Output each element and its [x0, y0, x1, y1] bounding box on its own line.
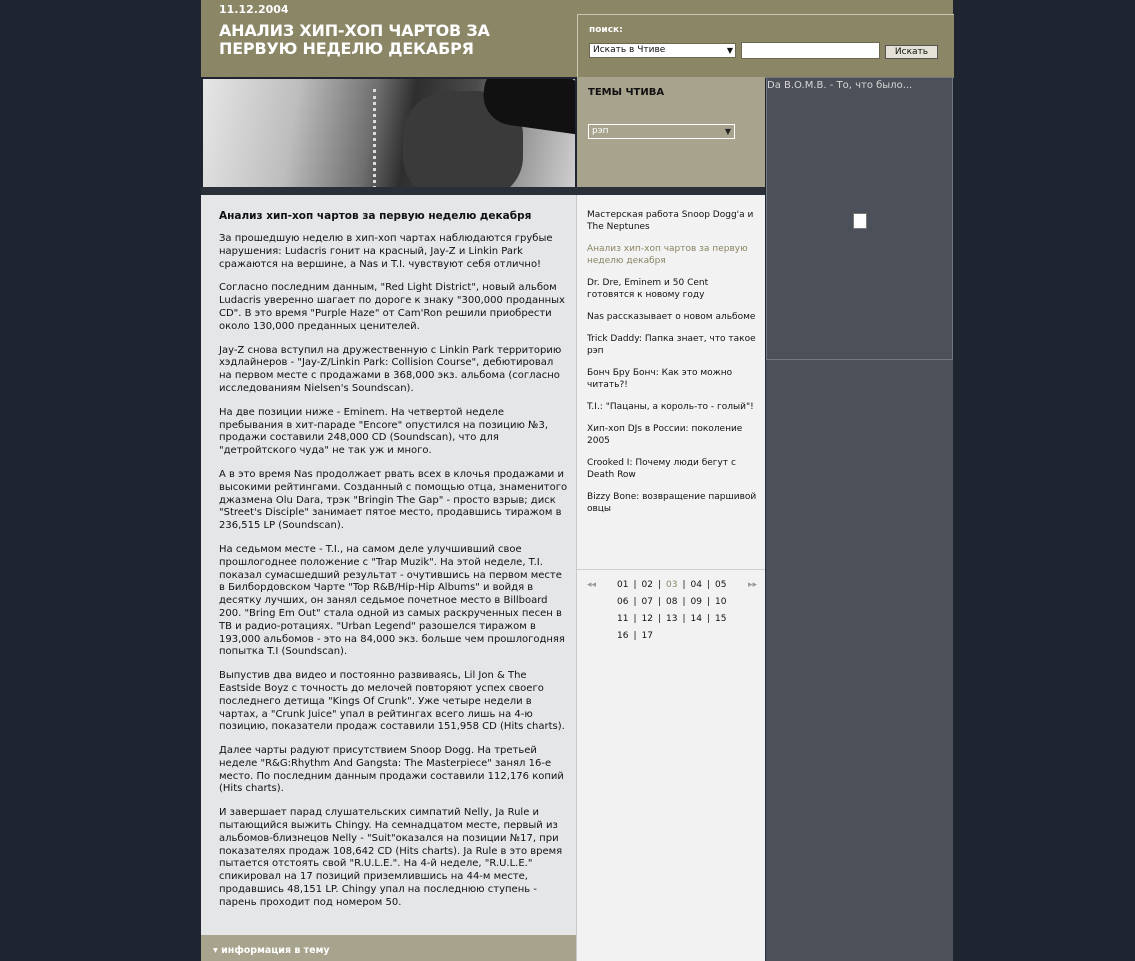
- page-separator: |: [682, 597, 686, 607]
- topics-select[interactable]: [588, 124, 735, 139]
- page-separator: |: [706, 580, 710, 590]
- page-separator: |: [633, 597, 637, 607]
- page-link-11[interactable]: 11: [617, 614, 629, 624]
- topics-select-value: рэп: [592, 126, 609, 136]
- pager-numbers-row-3: [617, 611, 726, 628]
- page-link-08[interactable]: 08: [666, 597, 678, 607]
- search-label: поиск:: [589, 25, 623, 35]
- page-separator: |: [682, 580, 686, 590]
- page-link-13[interactable]: 13: [666, 614, 678, 624]
- page-separator: |: [633, 631, 637, 641]
- page-link-14[interactable]: 14: [690, 614, 702, 624]
- pager: [587, 577, 757, 645]
- page-link-05[interactable]: 05: [715, 580, 727, 590]
- article-body: [219, 210, 569, 921]
- page-link-01[interactable]: 01: [617, 580, 629, 590]
- chevron-down-icon: ▼: [726, 46, 733, 55]
- search-box: [577, 14, 954, 78]
- page-link-12[interactable]: 12: [641, 614, 653, 624]
- prev-page-icon[interactable]: ◂◂: [587, 580, 597, 590]
- divider: [201, 187, 765, 195]
- page-link-17[interactable]: 17: [641, 631, 653, 641]
- page-separator: |: [633, 580, 637, 590]
- page-link-07[interactable]: 07: [641, 597, 653, 607]
- broken-image-icon: [853, 213, 867, 229]
- page-link-02[interactable]: 02: [641, 580, 653, 590]
- page-separator: |: [682, 614, 686, 624]
- article-paragraph: Выпустив два видео и постоянно развиваясь, Lil Jon & The Eastside Boyz с точность до мелочей повторяют успех своего последнего детища "Kings Of Crunk". Уже четыре недели в чартах, а "Crunk Juice" упал в рейтингах всего лишь на 4-ю позицию, показатели продаж составили 151,958 CD (Hits charts).: [219, 670, 565, 733]
- pager-row: [587, 577, 757, 594]
- search-scope-value: Искать в Чтиве: [593, 45, 666, 55]
- pager-row: [587, 611, 757, 628]
- article-heading: Анализ хип-хоп чартов за первую неделю декабря: [219, 210, 532, 222]
- page-link-04[interactable]: 04: [690, 580, 702, 590]
- related-separator: [577, 569, 766, 570]
- date-label: 11.12.2004: [219, 3, 289, 16]
- page-separator: |: [657, 597, 661, 607]
- related-item[interactable]: Бонч Бру Бонч: Как это можно читать?!: [587, 368, 733, 390]
- next-page-icon[interactable]: ▸▸: [747, 580, 757, 590]
- article-paragraph: Jay-Z снова вступил на дружественную с Linkin Park территорию хэдлайнеров - "Jay-Z/Linkin Park: Collision Course", дебютировал на первом месте с продажами в 368,000 экз. альбома (согласно исследованиям Nielsen's Soundscan).: [219, 344, 562, 394]
- page-link-09[interactable]: 09: [690, 597, 702, 607]
- page: [201, 0, 953, 961]
- article: [201, 195, 576, 935]
- related-item[interactable]: Анализ хип-хоп чартов за первую неделю декабря: [587, 244, 748, 266]
- article-paragraph: Далее чарты радуют присутствием Snoop Dogg. На третьей неделе "R&G:Rhythm And Gangsta: The Masterpiece" занял 16-е место. По последним данным продажи составили 112,176 копий (Hits charts).: [219, 745, 564, 795]
- related-item[interactable]: Crooked I: Почему люди бегут с Death Row: [587, 458, 736, 480]
- related-item[interactable]: Хип-хоп DJs в России: поколение 2005: [587, 424, 743, 446]
- pager-row: [587, 594, 757, 611]
- related-item[interactable]: Nas рассказывает о новом альбоме: [587, 312, 756, 322]
- header: [201, 0, 953, 77]
- chevron-down-icon: ▼: [724, 127, 731, 136]
- side-panel-link[interactable]: Da B.O.M.B. - То, что было...: [767, 80, 913, 91]
- page-link-10[interactable]: 10: [715, 597, 727, 607]
- search-scope-select[interactable]: [589, 43, 736, 58]
- related-list-panel: [576, 195, 765, 961]
- page-separator: |: [633, 614, 637, 624]
- article-paragraph: На седьмом месте - T.I., на самом деле улучшивший свое прошлогоднее положение с "Trap Muzik". На этой неделе, T.I. показал сумасшедший результат - очутившись на первом месте в Билбордовском Чарте "Top R&B/Hip-Hip Albums" и войдя в десятку лучших, он занял седьмое почетное место в Billboard 200. "Bring Em Out" стала одной из самых раскрученных песен в ТВ и радио-ротациях. "Urban Legend" разошелся тиражом в 193,000 альбомов - это на 84,000 экз. больше чем прошлогодняя попытка T.I (Soundscan).: [219, 543, 565, 658]
- article-paragraph: Согласно последним данным, "Red Light District", новый альбом Ludacris уверенно шагает по дороге к знаку "300,000 проданных CD". В это время "Purple Haze" от Cam'Ron решили приобрести около 130,000 преданных ценителей.: [219, 282, 565, 332]
- info-label: информация в тему: [221, 945, 330, 956]
- article-paragraph: И завершает парад слушательских симпатий Nelly, Ja Rule и пытающийся выжить Chingy. На семнадцатом месте, первый из альбомов-близнецов Nelly - "Suit"оказался на позиции №17, при показателях продаж 108,642 CD (Hits charts). Ja Rule в это время пытается отстоять свой "R.U.L.E.". На 4-й неделе, "R.U.L.E." спикировал на 17 позиций приземлившись на 44-м месте, продавшись 48,151 LP. Chingy упал на последнюю ступень - парень проходит под номером 50.: [219, 807, 563, 908]
- info-bar[interactable]: [201, 935, 576, 961]
- article-paragraph: А в это время Nas продолжает рвать всех в клочья продажами и высокими рейтингами. Созданный с помощью отца, знаменитого джазмена Olu Dara, трэк "Bringin The Gap" - просто взрыв; диск "Street's Disciple" занимает пятое место, продавшись тиражом в 236,515 LP (Soundscan).: [219, 468, 568, 532]
- related-item[interactable]: Мастерская работа Snoop Dogg'a и The Neptunes: [587, 210, 754, 232]
- pager-numbers-row-1: [617, 577, 726, 594]
- side-panel: [766, 77, 953, 360]
- header-photo: [203, 79, 575, 187]
- pager-row: [587, 628, 757, 645]
- related-item[interactable]: Trick Daddy: Папка знает, что такое рэп: [587, 334, 756, 356]
- page-title: АНАЛИЗ ХИП-ХОП ЧАРТОВ ЗА ПЕРВУЮ НЕДЕЛЮ ДЕКАБРЯ: [219, 21, 490, 58]
- topics-title: ТЕМЫ ЧТИВА: [588, 87, 665, 98]
- page-link-16[interactable]: 16: [617, 631, 629, 641]
- article-paragraph: За прошедшую неделю в хип-хоп чартах наблюдаются грубые нарушения: Ludacris гонит на красный, Jay-Z и Linkin Park сражаются на вершине, а Nas и T.I. чувствуют себя отлично!: [219, 233, 553, 270]
- search-button[interactable]: Искать: [885, 45, 938, 59]
- search-input[interactable]: [741, 42, 880, 59]
- page-separator: |: [657, 614, 661, 624]
- related-item[interactable]: Bizzy Bone: возвращение паршивой овцы: [587, 492, 757, 514]
- page-separator: |: [706, 614, 710, 624]
- right-column: [765, 360, 953, 961]
- related-item[interactable]: T.I.: "Пацаны, а король-то - голый"!: [587, 402, 754, 412]
- article-paragraph: На две позиции ниже - Eminem. На четвертой неделе пребывания в хит-параде "Encore" опустился на позицию №3, продажи составили 248,000 CD (Soundscan), что для "детройтского чуда" не так уж и много.: [219, 406, 548, 457]
- page-link-15[interactable]: 15: [715, 614, 727, 624]
- related-list: [587, 209, 757, 525]
- photo-chain: [373, 89, 394, 187]
- pager-numbers-row-2: [617, 594, 726, 611]
- triangle-down-icon: ▾: [213, 945, 218, 956]
- page-link-03[interactable]: 03: [666, 580, 678, 590]
- page-separator: |: [657, 580, 661, 590]
- pager-numbers-row-4: [617, 628, 653, 645]
- page-link-06[interactable]: 06: [617, 597, 629, 607]
- related-item[interactable]: Dr. Dre, Eminem и 50 Cent готовятся к новому году: [587, 278, 709, 300]
- topics-box: [577, 77, 765, 187]
- page-separator: |: [706, 597, 710, 607]
